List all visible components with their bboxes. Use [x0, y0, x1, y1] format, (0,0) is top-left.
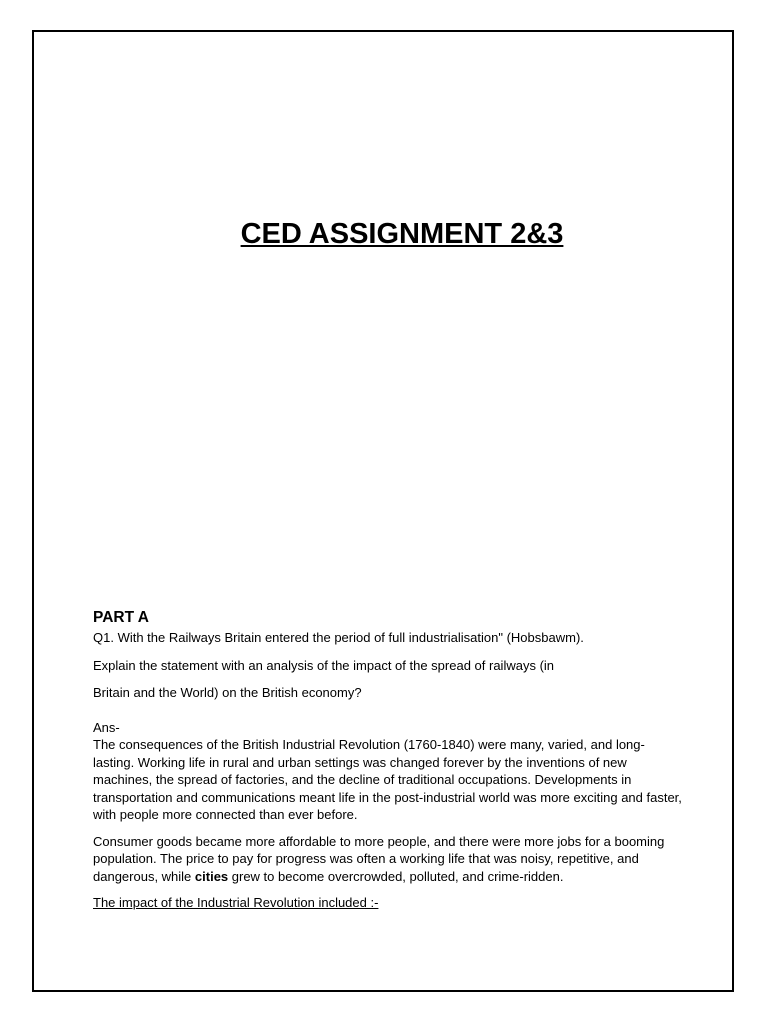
answer-label: Ans- — [93, 719, 120, 735]
document-body — [93, 607, 683, 912]
answer-paragraph-1: The consequences of the British Industrial Revolution (1760-1840) were many, varied, and long-lasting. Working life in rural and urban settings was changed forever by the inventions of new machines, the spread of factories, and the decline of traditional occupations. Developments in transportation and communications meant life in the post-industrial world was more exciting and faster, with people more connected than ever before. — [93, 737, 682, 822]
paragraph-2-bold-word: cities — [194, 868, 229, 884]
paragraph-2-text-start: Consumer goods became more affordable to more people, and there were more jobs for a booming population. The price to pay for progress was often a working life that was noisy, repetitive, and dangerous, while — [93, 833, 665, 884]
answer-paragraph-2 — [93, 833, 683, 886]
paragraph-2-text-end: grew to become overcrowded, polluted, and crime-ridden. — [228, 868, 564, 884]
impact-subheading: The impact of the Industrial Revolution included :- — [93, 895, 379, 910]
part-heading: PART A — [93, 609, 149, 626]
document-title: CED ASSIGNMENT 2&3 — [240, 218, 564, 250]
question-line-2: Explain the statement with an analysis of the impact of the spread of railways (in — [93, 657, 555, 673]
question-line-1: Q1. With the Railways Britain entered the period of full industrialisation" (Hobsbawm). — [93, 630, 584, 645]
question-line-3: Britain and the World) on the British economy? — [93, 685, 362, 700]
